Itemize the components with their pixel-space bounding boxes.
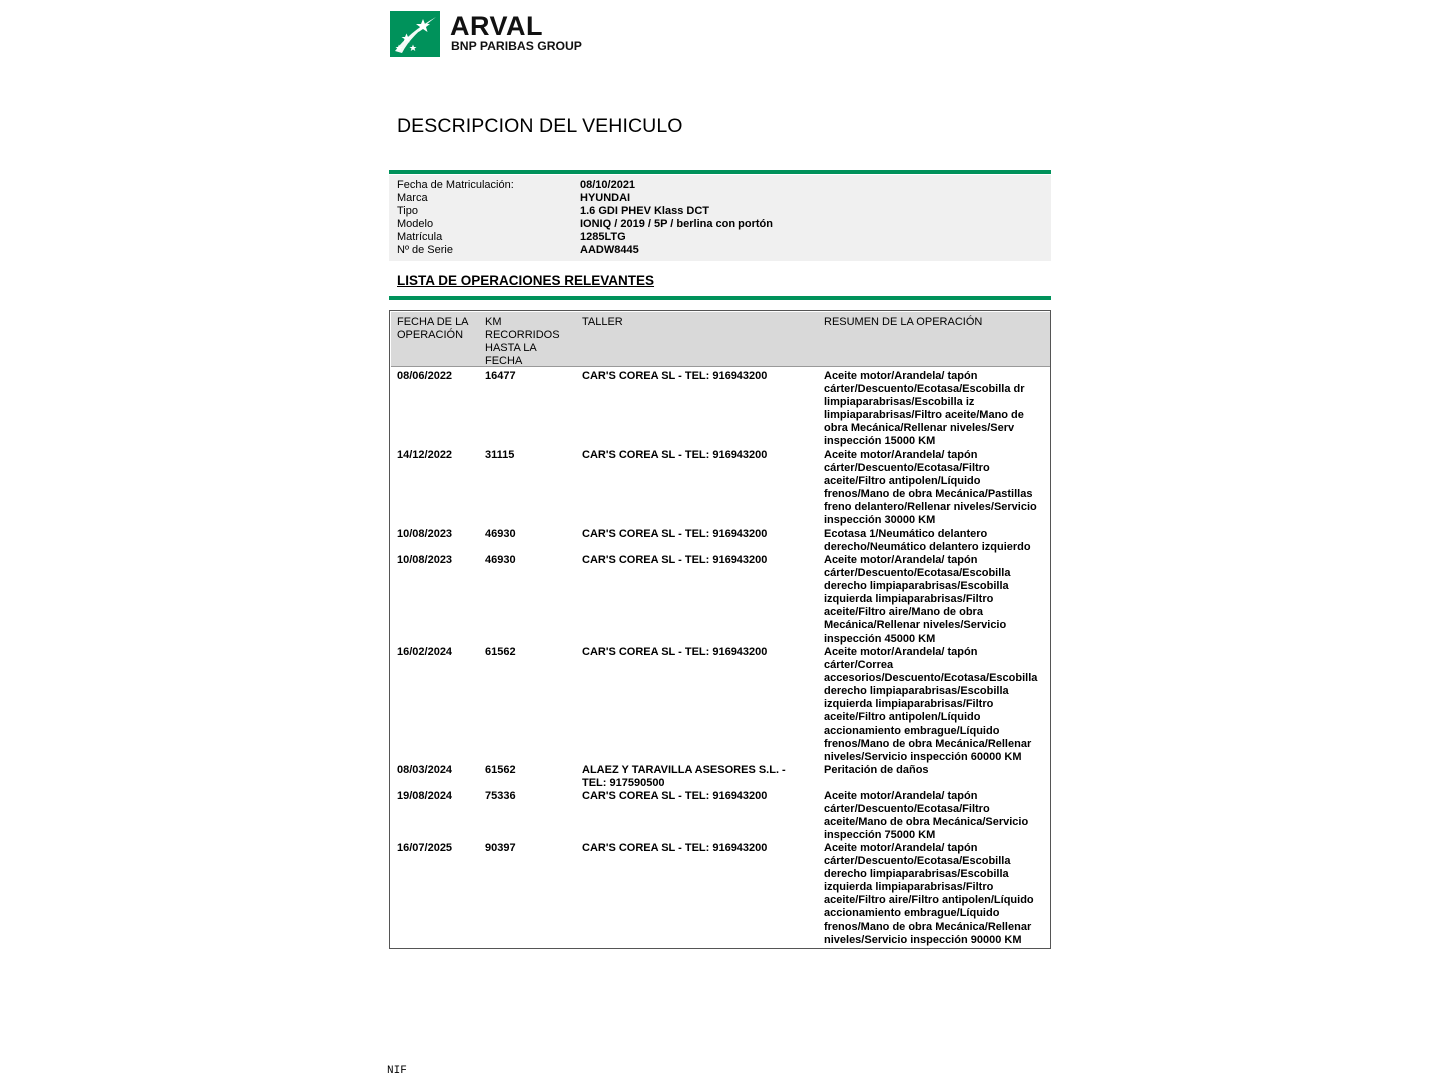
- operation-summary: Ecotasa 1/Neumático delantero derecho/Neumático delantero izquierdo: [824, 528, 1031, 554]
- vehicle-value: IONIQ / 2019 / 5P / berlina con portón: [580, 218, 773, 230]
- operation-date: 19/08/2024: [397, 790, 453, 802]
- operation-km: 46930: [485, 554, 516, 566]
- operation-summary: Aceite motor/Arandela/ tapón cárter/Descuento/Ecotasa/Filtro aceite/Filtro antipolen/Líquido frenos/Mano de obra Mecánica/Pastillas freno delantero/Rellenar niveles/Servicio inspección 30000 KM: [824, 449, 1037, 527]
- divider: [389, 170, 1051, 174]
- operation-date: 08/06/2022: [397, 370, 453, 382]
- vehicle-value: 1285LTG: [580, 231, 626, 243]
- vehicle-label: Matrícula: [397, 231, 443, 243]
- vehicle-value: 08/10/2021: [580, 179, 636, 191]
- column-km: KM RECORRIDOS HASTA LA FECHA: [485, 316, 560, 367]
- operation-km: 31115: [485, 449, 515, 461]
- operation-shop: CAR'S COREA SL - TEL: 916943200: [582, 554, 768, 566]
- vehicle-value: AADW8445: [580, 244, 639, 256]
- brand-name: ARVAL: [450, 11, 544, 41]
- operation-shop: CAR'S COREA SL - TEL: 916943200: [582, 790, 768, 802]
- vehicle-label: Modelo: [397, 218, 434, 230]
- footer-nif: NIF: [387, 1065, 407, 1077]
- operation-date: 10/08/2023: [397, 528, 453, 540]
- page-title: DESCRIPCION DEL VEHICULO: [397, 115, 683, 137]
- vehicle-label: Fecha de Matriculación:: [397, 179, 514, 191]
- operation-date: 16/07/2025: [397, 842, 453, 854]
- operation-km: 61562: [485, 646, 516, 658]
- operation-summary: Aceite motor/Arandela/ tapón cárter/Correa accesorios/Descuento/Ecotasa/Escobilla derecho limpiaparabrisas/Escobilla izquierda limpiaparabrisas/Filtro aceite/Filtro antipolen/Líquido accionamiento embrague/Líquido frenos/Mano de obra Mecánica/Rellenar niveles/Servicio inspección 60000 KM: [824, 646, 1038, 763]
- operation-summary: Aceite motor/Arandela/ tapón cárter/Descuento/Ecotasa/Escobilla derecho limpiaparabrisas/Escobilla izquierda limpiaparabrisas/Filtro aceite/Filtro aire/Mano de obra Mecánica/Rellenar niveles/Servicio inspección 45000 KM: [824, 554, 1011, 645]
- operation-summary: Aceite motor/Arandela/ tapón cárter/Descuento/Ecotasa/Escobilla derecho limpiaparabrisas/Escobilla izquierda limpiaparabrisas/Filtro aceite/Filtro aire/Filtro antipolen/Líquido accionamiento embrague/Líquido frenos/Mano de obra Mecánica/Rellenar niveles/Servicio inspección 90000 KM: [824, 842, 1034, 946]
- operations-table: [389, 310, 1051, 949]
- divider: [389, 296, 1051, 300]
- brand-group: BNP PARIBAS GROUP: [451, 39, 582, 53]
- column-date: FECHA DE LA OPERACIÓN: [397, 316, 468, 341]
- operation-km: 75336: [485, 790, 516, 802]
- operation-summary: Aceite motor/Arandela/ tapón cárter/Descuento/Ecotasa/Escobilla dr limpiaparabrisas/Escobilla iz limpiaparabrisas/Filtro aceite/Mano de obra Mecánica/Rellenar niveles/Serv inspección 15000 KM: [824, 370, 1025, 448]
- operation-date: 08/03/2024: [397, 764, 453, 776]
- column-shop: TALLER: [582, 316, 623, 328]
- operations-title: LISTA DE OPERACIONES RELEVANTES: [397, 273, 655, 288]
- operation-shop: CAR'S COREA SL - TEL: 916943200: [582, 842, 768, 854]
- operation-km: 61562: [485, 764, 516, 776]
- operation-shop: CAR'S COREA SL - TEL: 916943200: [582, 528, 768, 540]
- operation-summary: Peritación de daños: [824, 764, 929, 776]
- operation-km: 46930: [485, 528, 516, 540]
- operation-shop: CAR'S COREA SL - TEL: 916943200: [582, 370, 768, 382]
- operation-date: 16/02/2024: [397, 646, 453, 658]
- vehicle-value: 1.6 GDI PHEV Klass DCT: [580, 205, 709, 217]
- arval-stars-icon: [390, 11, 440, 57]
- arval-logo: [390, 11, 610, 57]
- operation-shop: CAR'S COREA SL - TEL: 916943200: [582, 646, 768, 658]
- table-header: [391, 312, 1050, 367]
- operation-km: 16477: [485, 370, 516, 382]
- vehicle-label: Tipo: [397, 205, 418, 217]
- vehicle-value: HYUNDAI: [580, 192, 631, 204]
- vehicle-label: Nº de Serie: [397, 244, 453, 256]
- operation-shop: ALAEZ Y TARAVILLA ASESORES S.L. - TEL: 917590500: [582, 764, 786, 790]
- vehicle-details: [389, 175, 1051, 261]
- operation-km: 90397: [485, 842, 516, 854]
- vehicle-label: Marca: [397, 192, 428, 204]
- column-summary: RESUMEN DE LA OPERACIÓN: [824, 316, 983, 328]
- operation-date: 14/12/2022: [397, 449, 453, 461]
- operation-summary: Aceite motor/Arandela/ tapón cárter/Descuento/Ecotasa/Filtro aceite/Mano de obra Mecánica/Servicio inspección 75000 KM: [824, 790, 1029, 842]
- operation-date: 10/08/2023: [397, 554, 453, 566]
- operation-shop: CAR'S COREA SL - TEL: 916943200: [582, 449, 768, 461]
